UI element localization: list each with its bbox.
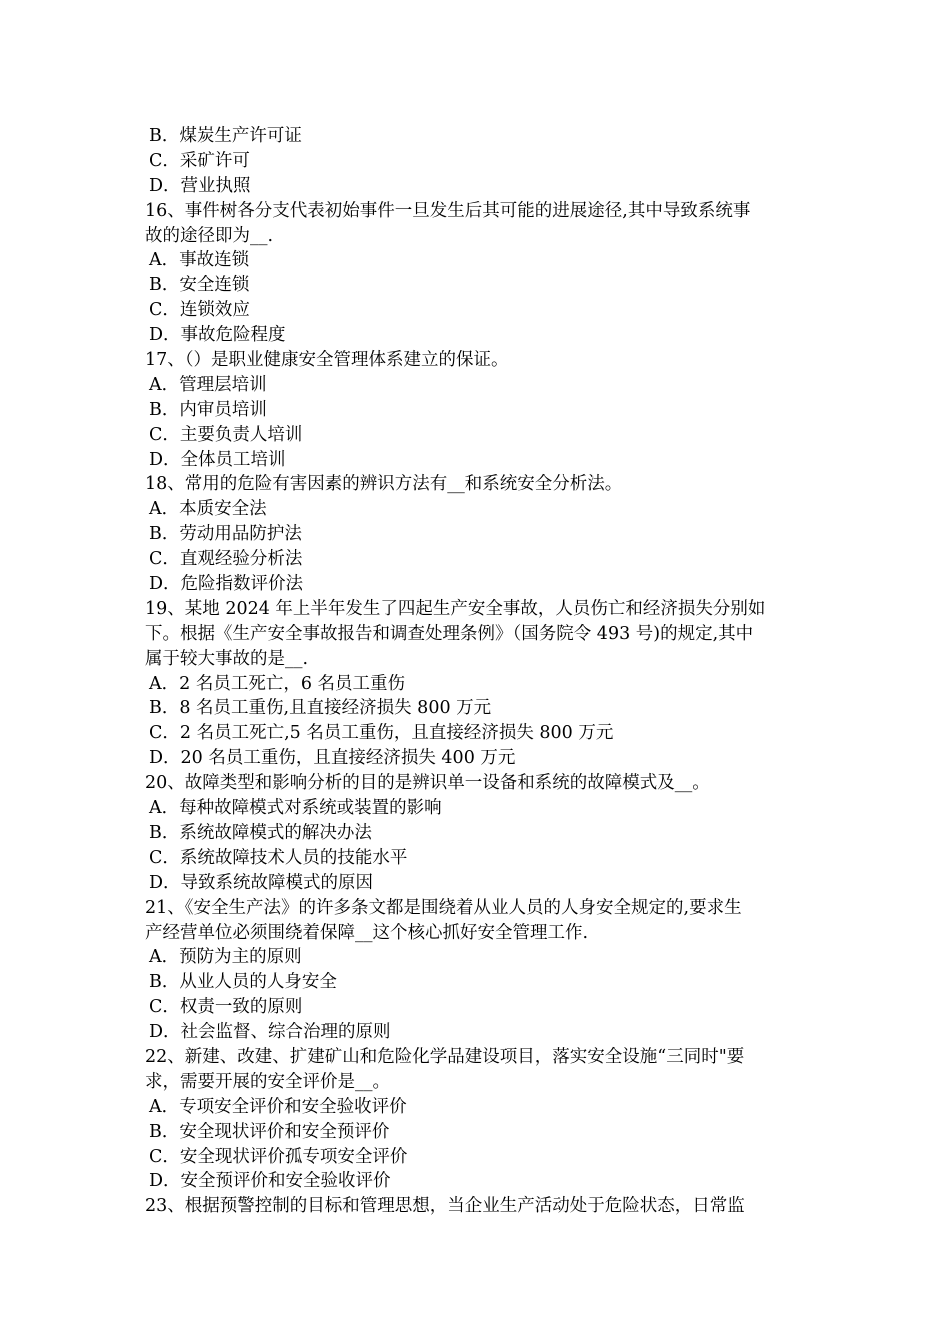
answer-option: C．主要负责人培训 <box>149 424 303 445</box>
question-block <box>145 1194 813 1219</box>
answer-option: C．2 名员工死亡,5 名员工重伤，且直接经济损失 800 万元 <box>149 723 614 744</box>
answer-option: B．系统故障模式的解决办法 <box>149 822 372 843</box>
answer-option: B．8 名员工重伤,且直接经济损失 800 万元 <box>149 698 492 719</box>
question-block <box>145 896 813 1045</box>
answer-option: D．社会监督、综合治理的原则 <box>149 1022 391 1043</box>
answer-option: D．20 名员工重伤，且直接经济损失 400 万元 <box>149 748 516 769</box>
answer-option: D．安全预评价和安全验收评价 <box>149 1171 391 1192</box>
question-block <box>145 199 813 348</box>
question-block <box>145 771 813 895</box>
answer-option: A．预防为主的原则 <box>149 947 302 968</box>
question-block <box>145 1045 813 1194</box>
question-stem-line: 23、根据预警控制的目标和管理思想，当企业生产活动处于危险状态，日常监 <box>145 1196 745 1217</box>
answer-option: A．管理层培训 <box>149 374 267 395</box>
question-stem-line: 21、《安全生产法》的许多条文都是围绕着从业人员的人身安全规定的,要求生 <box>145 897 742 918</box>
answer-option: D．营业执照 <box>149 175 251 196</box>
question-stem-line: 求，需要开展的安全评价是__。 <box>145 1071 390 1092</box>
answer-option: B．从业人员的人身安全 <box>149 972 337 993</box>
answer-option: B．煤炭生产许可证 <box>149 126 302 146</box>
answer-option: B．安全现状评价和安全预评价 <box>149 1121 390 1142</box>
question-stem-line: 19、某地 2024 年上半年发生了四起生产安全事故，人员伤亡和经济损失分别如 <box>145 598 766 619</box>
answer-option: C．安全现状评价孤专项安全评价 <box>149 1146 408 1167</box>
answer-option: B．内审员培训 <box>149 399 267 420</box>
answer-option: C．系统故障技术人员的技能水平 <box>149 847 408 868</box>
answer-option: A．事故连锁 <box>149 250 250 271</box>
answer-option: D．全体员工培训 <box>149 449 286 470</box>
question-stem-line: 17、（）是职业健康安全管理体系建立的保证。 <box>145 350 509 371</box>
question-block <box>145 124 813 199</box>
question-list <box>145 124 813 1219</box>
question-block <box>145 597 813 771</box>
answer-option: D．导致系统故障模式的原因 <box>149 872 374 893</box>
question-stem-line: 产经营单位必须围绕着保障__这个核心抓好安全管理工作. <box>145 922 589 943</box>
question-stem-line: 属于较大事故的是__. <box>145 648 309 669</box>
answer-option: B．劳动用品防护法 <box>149 524 302 545</box>
answer-option: A．2 名员工死亡，6 名员工重伤 <box>149 673 406 694</box>
question-stem-line: 下。根据《生产安全事故报告和调查处理条例》（国务院令 493 号)的规定,其中 <box>145 623 754 644</box>
question-stem-line: 20、故障类型和影响分析的目的是辨识单一设备和系统的故障模式及__。 <box>145 773 710 794</box>
answer-option: C．权责一致的原则 <box>149 997 303 1018</box>
answer-option: C．直观经验分析法 <box>149 549 303 570</box>
question-stem-line: 故的途径即为__. <box>145 225 274 246</box>
answer-option: A．本质安全法 <box>149 499 267 520</box>
answer-option: B．安全连锁 <box>149 275 250 296</box>
question-stem-line: 16、事件树各分支代表初始事件一旦发生后其可能的进展途径,其中导致系统事 <box>145 200 751 221</box>
question-stem-line: 22、新建、改建、扩建矿山和危险化学品建设项目，落实安全设施“三同时"要 <box>145 1046 745 1067</box>
answer-option: A．专项安全评价和安全验收评价 <box>149 1096 407 1117</box>
answer-option: A．每种故障模式对系统或装置的影响 <box>149 798 442 819</box>
answer-option: C．采矿许可 <box>149 150 250 171</box>
answer-option: C．连锁效应 <box>149 300 250 321</box>
question-stem-line: 18、常用的危险有害因素的辨识方法有__和系统安全分析法。 <box>145 474 623 495</box>
question-block <box>145 348 813 472</box>
question-block <box>145 472 813 596</box>
answer-option: D．事故危险程度 <box>149 325 286 346</box>
answer-option: D．危险指数评价法 <box>149 574 304 595</box>
